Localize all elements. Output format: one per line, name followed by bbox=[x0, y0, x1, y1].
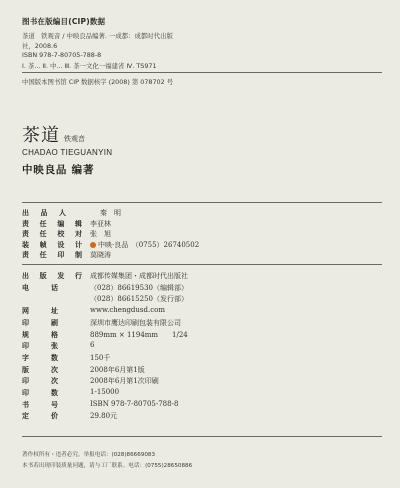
book-title bbox=[22, 121, 85, 147]
publication-value: 成都传媒集团・成都时代出版社 bbox=[90, 272, 188, 280]
credit-label: 出 品 人 bbox=[22, 209, 66, 217]
publication-label: 定 价 bbox=[22, 412, 58, 421]
publication-value: 29.80元 bbox=[90, 412, 118, 421]
cip-line-1: 茶道 铁观音 / 中映良品编著. 一成都：成都时代出版 bbox=[22, 32, 173, 40]
publication-label: 字 数 bbox=[22, 353, 58, 362]
publication-label: 规 格 bbox=[22, 330, 58, 339]
cip-line-3: ISBN 978-7-80705-788-8 bbox=[22, 51, 102, 59]
publication-value: （028）86615250（发行部） bbox=[90, 295, 188, 304]
publication-label: 版 次 bbox=[22, 365, 58, 374]
credit-label: 责 任 编 辑 bbox=[22, 219, 82, 228]
credit-value: 莫晓涛 bbox=[90, 251, 111, 259]
credit-value: 李亚林 bbox=[90, 219, 111, 228]
cip-divider bbox=[22, 72, 382, 73]
publication-label: 电 话 bbox=[22, 283, 58, 292]
credits-top-divider bbox=[22, 202, 382, 203]
publication-value: 2008年6月第1次印刷 bbox=[90, 377, 159, 386]
footer-line-2: 本书若出现印装质量问题，请与工厂联系。电话：(0755)28650886 bbox=[22, 463, 193, 469]
publication-label: 印 刷 bbox=[22, 318, 58, 327]
book-title-main: 茶道 bbox=[22, 125, 60, 146]
book-pinyin: CHADAO TIEGUANYIN bbox=[22, 148, 113, 157]
credit-value: 张 旭 bbox=[90, 230, 111, 238]
publication-label: 书 号 bbox=[22, 400, 58, 409]
cip-line-2: 社，2008.6 bbox=[22, 42, 58, 50]
credit-label: 装 帧 设 计 bbox=[22, 240, 82, 249]
footer-divider bbox=[22, 436, 382, 437]
credit-label: 责 任 印 制 bbox=[22, 251, 82, 259]
publication-label: 印 张 bbox=[22, 342, 58, 351]
publication-label: 印 数 bbox=[22, 389, 58, 397]
publication-label: 网 址 bbox=[22, 307, 58, 316]
publication-value: 889mm × 1194mm 1/24 bbox=[90, 330, 188, 339]
publication-value: www.chengdusd.com bbox=[90, 306, 165, 315]
cip-line-4: Ⅰ. 茶… Ⅱ. 中… Ⅲ. 茶一文化一福建省 Ⅳ. TS971 bbox=[22, 62, 157, 70]
designer-logo-icon bbox=[90, 242, 96, 248]
credit-value: 秦 明 bbox=[100, 209, 121, 217]
book-title-sub: 铁观音 bbox=[64, 135, 85, 143]
publication-value: 150千 bbox=[90, 353, 111, 362]
credit-value: 中映·良品 （0755）26740502 bbox=[90, 240, 199, 250]
publication-value: 深圳市鹰达印刷包装有限公司 bbox=[90, 318, 181, 327]
cip-line-5: 中国版本图书馆 CIP 数据核字 (2008) 第 078702 号 bbox=[22, 78, 174, 86]
footer-line-1: 著作权所有・违者必究。举报电话：(028)86669083 bbox=[22, 452, 156, 458]
publication-value: （028）86619530（编辑部） bbox=[90, 283, 188, 292]
credit-label: 责 任 校 对 bbox=[22, 230, 82, 238]
publication-value: ISBN 978-7-80705-788-8 bbox=[90, 399, 179, 408]
publication-value: 6 bbox=[90, 341, 95, 350]
credits-mid-divider bbox=[22, 264, 382, 265]
book-editor: 中映良品 编著 bbox=[22, 164, 95, 176]
publication-value: 2008年6月第1版 bbox=[90, 365, 145, 374]
publication-value: 1-15000 bbox=[90, 388, 120, 396]
cip-heading: 图书在版编目(CIP)数据 bbox=[22, 17, 106, 26]
publication-label: 印 次 bbox=[22, 377, 58, 386]
publication-label: 出 版 发 行 bbox=[22, 272, 82, 280]
